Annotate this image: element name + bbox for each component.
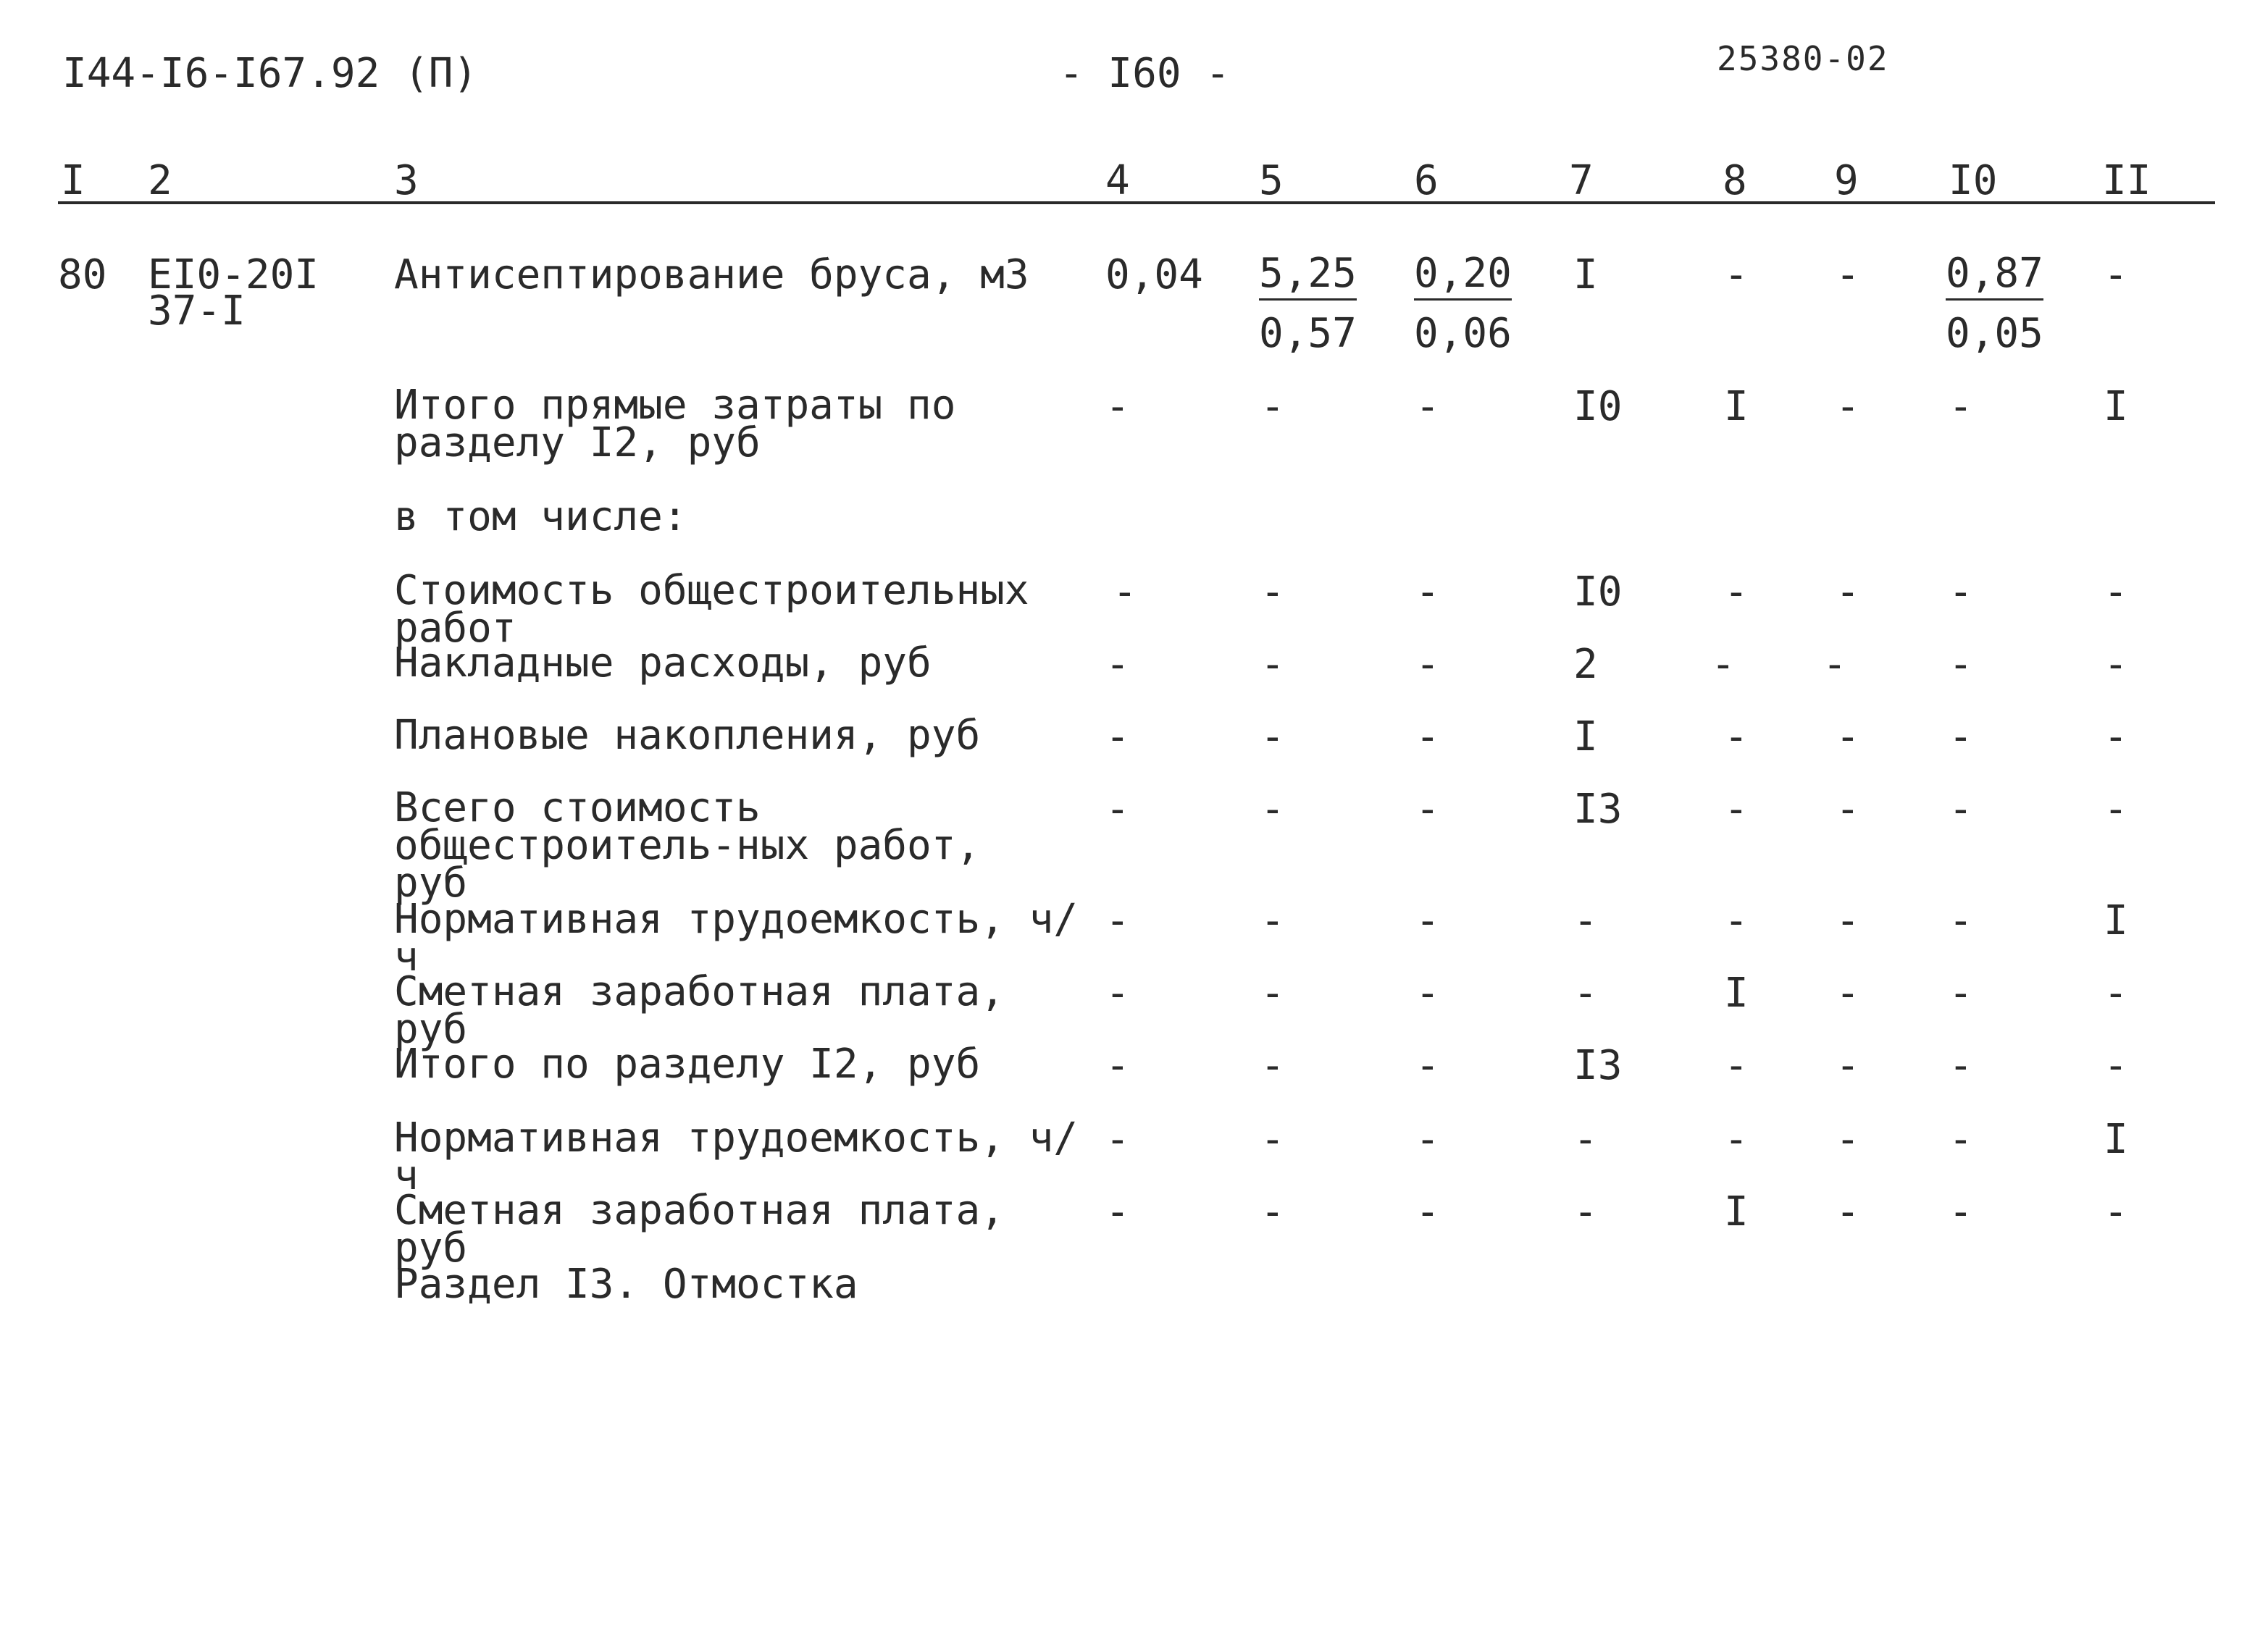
row-description: Сметная заработная плата, руб <box>394 968 1005 1053</box>
cell-c5: - <box>1260 1042 1285 1089</box>
row-description: Стоимость общестроительных работ <box>394 567 1029 652</box>
cell-c6: - <box>1415 641 1440 688</box>
cell-c5: - <box>1260 786 1285 833</box>
cell-c11: - <box>2104 1042 2128 1089</box>
cell-c7: I0 <box>1573 383 1623 430</box>
row-number: 80 <box>58 251 107 298</box>
cell-c7: 2 <box>1573 641 1598 688</box>
cell-c10: - <box>1949 1188 1973 1235</box>
row-description: Нормативная трудоемкость, ч/ч <box>394 1114 1079 1199</box>
cell-c5: - <box>1260 897 1285 944</box>
cell-c5: - <box>1260 1116 1285 1163</box>
row-description: в том числе: <box>394 493 687 540</box>
cell-c4: - <box>1105 897 1130 944</box>
price-code-line2: 37-I <box>148 287 246 335</box>
cell-c4: - <box>1105 383 1130 430</box>
cell-c4: - <box>1105 1042 1130 1089</box>
cell-c10: - <box>1949 1042 1973 1089</box>
cell-c5: - <box>1260 713 1285 760</box>
registration-stamp: 25380-02 <box>1717 39 1889 78</box>
cell-c7: I0 <box>1573 568 1623 616</box>
column-number: 2 <box>148 157 172 204</box>
cell-c4: - <box>1105 1188 1130 1235</box>
cell-fraction <box>1946 250 2043 357</box>
column-number: 5 <box>1259 157 1284 204</box>
price-code: EI0-20I <box>148 251 319 298</box>
cell-c11: I <box>2104 897 2128 944</box>
header-rule <box>58 201 2215 204</box>
row-description: Нормативная трудоемкость, ч/ч <box>394 896 1079 981</box>
cell-c10: - <box>1949 713 1973 760</box>
cell-c10: - <box>1949 383 1973 430</box>
row-description: Накладные расходы, руб <box>394 639 932 686</box>
section-title: Раздел I3. Отмостка <box>394 1261 858 1308</box>
cell-c6: - <box>1415 1042 1440 1089</box>
row-description: Итого прямые затраты по разделу I2, руб <box>394 382 956 466</box>
cell-c5: - <box>1260 641 1285 688</box>
cell-c4: - <box>1105 786 1130 833</box>
cell-c9: - <box>1836 786 1860 833</box>
cell-c9: - <box>1836 1116 1860 1163</box>
cell-c10: - <box>1949 568 1973 616</box>
cell-c8: - <box>1724 568 1749 616</box>
cell-c5: - <box>1260 1188 1285 1235</box>
column-number: 9 <box>1834 157 1859 204</box>
column-number: 3 <box>394 157 419 204</box>
cell-c11: I <box>2104 1116 2128 1163</box>
row-description: Плановые накопления, руб <box>394 712 981 759</box>
cell-c6: - <box>1415 713 1440 760</box>
cell-quantity: 0,04 <box>1105 251 1203 298</box>
cell-c9: - <box>1836 713 1860 760</box>
cell-c8: I <box>1724 970 1749 1017</box>
column-number: II <box>2102 157 2151 204</box>
cell-c10: - <box>1949 897 1973 944</box>
cell-c4: - <box>1105 641 1130 688</box>
row-description: Итого по разделу I2, руб <box>394 1041 981 1088</box>
page-number: - I60 - <box>1059 50 1231 97</box>
column-number: I0 <box>1949 157 1998 204</box>
cell-c11: I <box>2104 383 2128 430</box>
column-number: 4 <box>1105 157 1130 204</box>
cell-c8: - <box>1724 1042 1749 1089</box>
cell-c8: - <box>1724 1116 1749 1163</box>
cell-c9: - <box>1836 568 1860 616</box>
cell-c4: - <box>1105 1116 1130 1163</box>
column-number: 6 <box>1414 157 1439 204</box>
cell-c9: - <box>1836 1188 1860 1235</box>
cell-unit-cost-fraction <box>1259 250 1357 357</box>
cell-c9: - <box>1836 383 1860 430</box>
cell-c9: - <box>1836 970 1860 1017</box>
cell-c11: - <box>2104 641 2128 688</box>
cell-c11: - <box>2104 970 2128 1017</box>
fraction-numerator: 0,20 <box>1414 253 1512 301</box>
cell-c6: - <box>1415 1188 1440 1235</box>
cell-c10: - <box>1949 786 1973 833</box>
cell-c8: I <box>1724 383 1749 430</box>
cell-c5: - <box>1260 568 1285 616</box>
cell-c9: - <box>1836 1042 1860 1089</box>
row-description: Всего стоимость общестроитель-ных работ, руб <box>394 784 981 907</box>
cell-c8: - <box>1724 251 1749 298</box>
cell-c11: - <box>2104 786 2128 833</box>
cell-c6: - <box>1415 897 1440 944</box>
cell-c9: - <box>1823 641 1847 688</box>
cell-c6: - <box>1415 568 1440 616</box>
column-number: I <box>61 157 85 204</box>
cell-c7: - <box>1573 970 1598 1017</box>
row-description: Сметная заработная плата, руб <box>394 1187 1005 1272</box>
cell-c8: - <box>1724 897 1749 944</box>
cell-c7: - <box>1573 1188 1598 1235</box>
cell-c5: - <box>1260 970 1285 1017</box>
cell-c4: - <box>1113 568 1137 616</box>
column-number: 8 <box>1723 157 1747 204</box>
cell-c7: - <box>1573 897 1598 944</box>
cell-c6: - <box>1415 786 1440 833</box>
cell-c8: I <box>1724 1188 1749 1235</box>
cell-c6: - <box>1415 1116 1440 1163</box>
column-number: 7 <box>1569 157 1594 204</box>
cell-c11: - <box>2104 251 2128 298</box>
fraction-denominator: 0,05 <box>1946 310 2043 357</box>
cell-c6: - <box>1415 383 1440 430</box>
cell-c11: - <box>2104 713 2128 760</box>
cell-c6: - <box>1415 970 1440 1017</box>
cell-c9: - <box>1836 251 1860 298</box>
cell-c8: - <box>1724 786 1749 833</box>
cell-c5: - <box>1260 383 1285 430</box>
row-description: Антисептирование бруса, м3 <box>394 251 1029 298</box>
fraction-numerator: 0,87 <box>1946 253 2043 301</box>
cell-c7: I <box>1573 713 1598 760</box>
fraction-denominator: 0,06 <box>1414 310 1512 357</box>
cell-c10: - <box>1949 641 1973 688</box>
cell-c9: - <box>1836 897 1860 944</box>
cell-c10: - <box>1949 970 1973 1017</box>
cell-c7: - <box>1573 1116 1598 1163</box>
cell-c7: I3 <box>1573 786 1623 833</box>
cell-c8: - <box>1724 713 1749 760</box>
cell-c7: I <box>1573 251 1598 298</box>
document-code: I44-I6-I67.92 (П) <box>62 50 478 97</box>
cell-c10: - <box>1949 1116 1973 1163</box>
cell-fraction <box>1414 250 1512 357</box>
cell-c7: I3 <box>1573 1042 1623 1089</box>
fraction-denominator: 0,57 <box>1259 310 1357 357</box>
cell-c4: - <box>1105 970 1130 1017</box>
cell-c4: - <box>1105 713 1130 760</box>
cell-c8: - <box>1711 641 1736 688</box>
cell-c11: - <box>2104 1188 2128 1235</box>
fraction-numerator: 5,25 <box>1259 253 1357 301</box>
cell-c11: - <box>2104 568 2128 616</box>
